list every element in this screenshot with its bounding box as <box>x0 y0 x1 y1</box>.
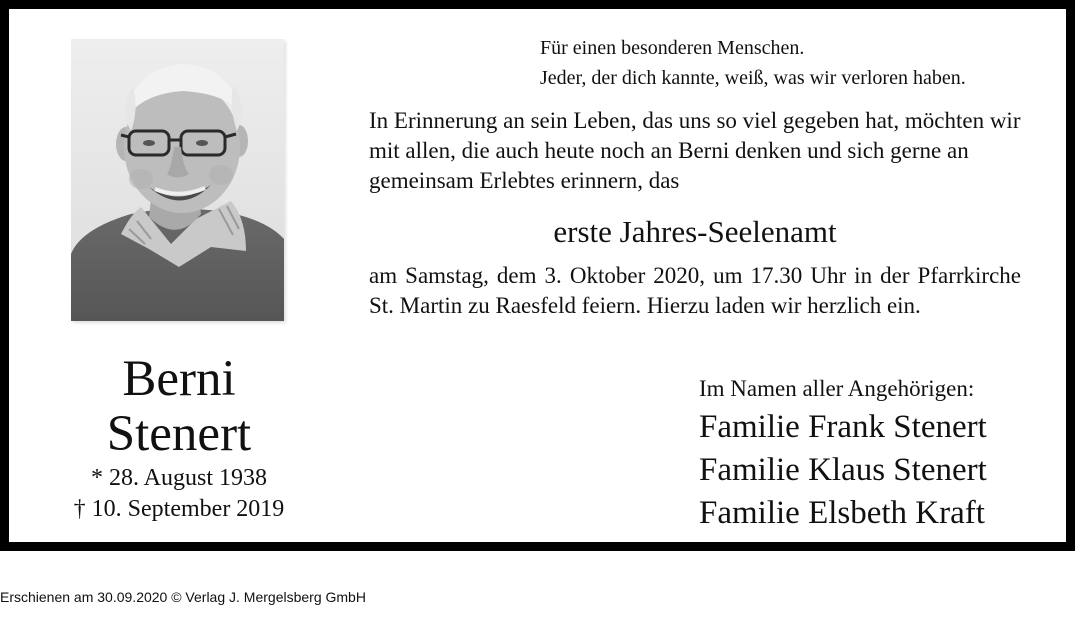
death-date: † 10. September 2019 <box>73 496 285 522</box>
birth-date: * 28. August 1938 <box>90 465 267 491</box>
deceased-last-name: Stenert <box>106 406 252 462</box>
portrait-photo <box>71 39 284 321</box>
publication-footer: Erschienen am 30.09.2020 © Verlag J. Mergelsberg GmbH <box>0 589 366 605</box>
details-paragraph: am Samstag, dem 3. Oktober 2020, um 17.30 Uhr in der Pfarrkirche St. Martin zu Raesfeld feiern. Hierzu laden wir herzlich ein. <box>369 263 1021 318</box>
deceased-first-name: Berni <box>122 351 236 407</box>
motto-line-2: Jeder, der dich kannte, weiß, was wir verloren haben. <box>540 67 966 89</box>
motto-line-1: Für einen besonderen Menschen. <box>540 37 805 59</box>
signature-intro: Im Namen aller Angehörigen: <box>699 376 975 401</box>
family-name: Familie Frank Stenert <box>699 409 987 445</box>
intro-paragraph: In Erinnerung an sein Leben, das uns so viel gegeben hat, möchten wir mit allen, die auch heute noch an Berni denken und sich gerne an gemeinsam Erlebtes erinnern, das <box>369 108 1021 193</box>
family-name: Familie Elsbeth Kraft <box>699 495 985 531</box>
event-title: erste Jahres-Seelenamt <box>553 214 837 249</box>
family-name: Familie Klaus Stenert <box>699 452 987 488</box>
